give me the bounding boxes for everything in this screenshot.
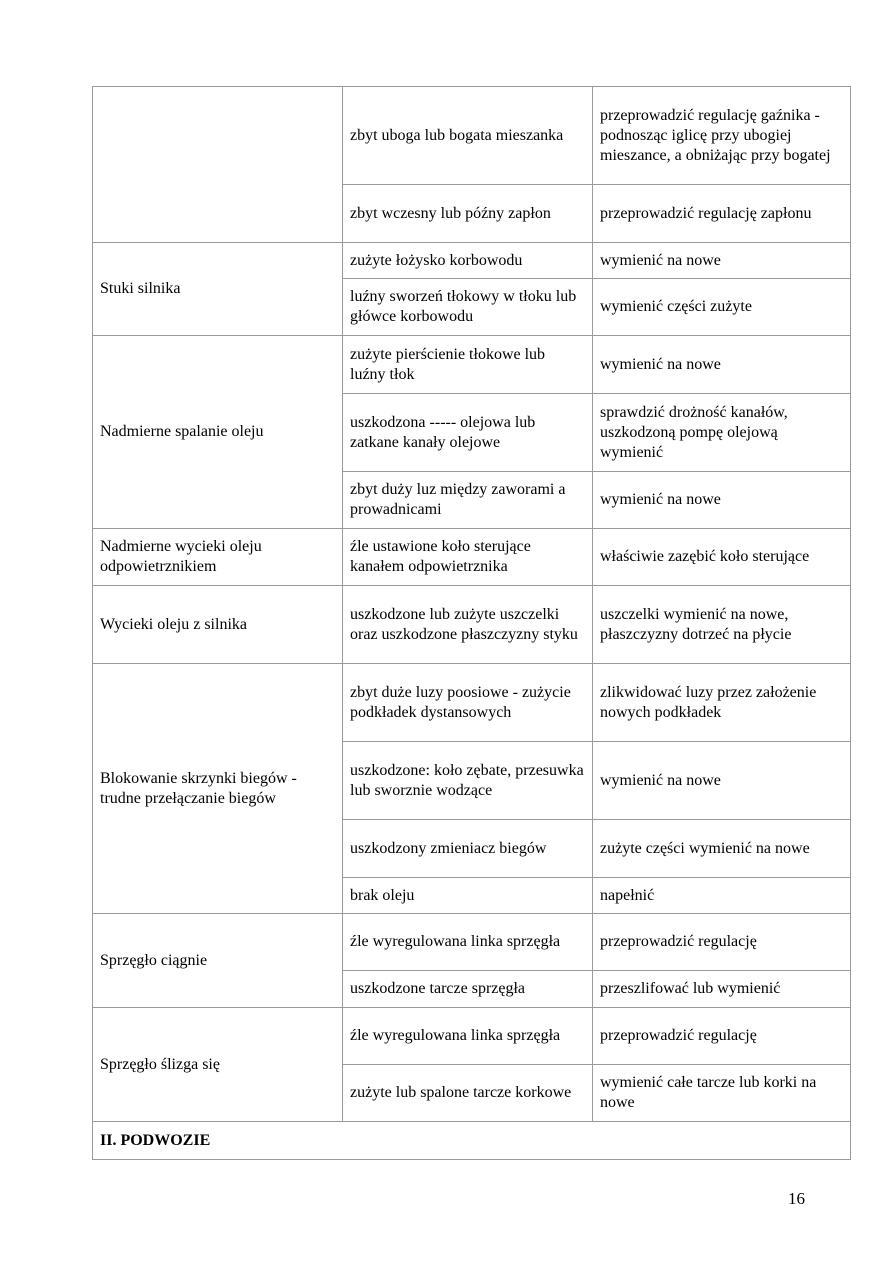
remedy-cell: wymienić na nowe xyxy=(593,472,851,529)
remedy-cell: przeprowadzić regulację gaźnika - podnosząc iglicę przy ubogiej mieszance, a obniżając przy bogatej xyxy=(593,87,851,185)
table-row xyxy=(93,1008,851,1065)
remedy-cell: sprawdzić drożność kanałów, uszkodzoną pompę olejową wymienić xyxy=(593,394,851,472)
cause-cell: uszkodzony zmieniacz biegów xyxy=(343,820,593,878)
problem-cell: Wycieki oleju z silnika xyxy=(93,586,343,664)
remedy-cell: wymienić na nowe xyxy=(593,336,851,394)
table-row xyxy=(93,243,851,279)
table-row xyxy=(93,87,851,185)
remedy-cell: uszczelki wymienić na nowe, płaszczyzny dotrzeć na płycie xyxy=(593,586,851,664)
cause-cell: uszkodzona ----- olejowa lub zatkane kanały olejowe xyxy=(343,394,593,472)
cause-cell: uszkodzone tarcze sprzęgła xyxy=(343,971,593,1008)
cause-cell: zbyt duży luz między zaworami a prowadnicami xyxy=(343,472,593,529)
cause-cell: zużyte łożysko korbowodu xyxy=(343,243,593,279)
cause-cell: zbyt duże luzy poosiowe - zużycie podkładek dystansowych xyxy=(343,664,593,742)
remedy-cell: przeszlifować lub wymienić xyxy=(593,971,851,1008)
problem-cell: Sprzęgło ślizga się xyxy=(93,1008,343,1122)
table-row xyxy=(93,336,851,394)
remedy-cell: wymienić na nowe xyxy=(593,243,851,279)
diagnostics-table-body xyxy=(93,87,851,1160)
cause-cell: brak oleju xyxy=(343,878,593,914)
table-row xyxy=(93,914,851,971)
cause-cell: uszkodzone: koło zębate, przesuwka lub sworznie wodzące xyxy=(343,742,593,820)
remedy-cell: właściwie zazębić koło sterujące xyxy=(593,529,851,586)
remedy-cell: wymienić całe tarcze lub korki na nowe xyxy=(593,1065,851,1122)
cause-cell: zbyt uboga lub bogata mieszanka xyxy=(343,87,593,185)
problem-cell: Stuki silnika xyxy=(93,243,343,336)
problem-cell: Nadmierne spalanie oleju xyxy=(93,336,343,529)
remedy-cell: zużyte części wymienić na nowe xyxy=(593,820,851,878)
problem-cell: Sprzęgło ciągnie xyxy=(93,914,343,1008)
table-row xyxy=(93,664,851,742)
page-number: 16 xyxy=(788,1189,805,1208)
remedy-cell: przeprowadzić regulację xyxy=(593,914,851,971)
remedy-cell: napełnić xyxy=(593,878,851,914)
remedy-cell: wymienić części zużyte xyxy=(593,279,851,336)
problem-cell xyxy=(93,87,343,243)
cause-cell: luźny sworzeń tłokowy w tłoku lub główce korbowodu xyxy=(343,279,593,336)
cause-cell: zużyte lub spalone tarcze korkowe xyxy=(343,1065,593,1122)
cause-cell: zbyt wczesny lub późny zapłon xyxy=(343,185,593,243)
remedy-cell: przeprowadzić regulację xyxy=(593,1008,851,1065)
cause-cell: źle wyregulowana linka sprzęgła xyxy=(343,914,593,971)
cause-cell: zużyte pierścienie tłokowe lub luźny tłok xyxy=(343,336,593,394)
remedy-cell: zlikwidować luzy przez założenie nowych podkładek xyxy=(593,664,851,742)
problem-cell: Nadmierne wycieki oleju odpowietrznikiem xyxy=(93,529,343,586)
section-row xyxy=(93,1122,851,1160)
cause-cell: uszkodzone lub zużyte uszczelki oraz uszkodzone płaszczyzny styku xyxy=(343,586,593,664)
table-row xyxy=(93,529,851,586)
cause-cell: źle wyregulowana linka sprzęgła xyxy=(343,1008,593,1065)
remedy-cell: przeprowadzić regulację zapłonu xyxy=(593,185,851,243)
problem-cell: Blokowanie skrzynki biegów - trudne przełączanie biegów xyxy=(93,664,343,914)
diagnostics-table xyxy=(92,86,851,1160)
table-row xyxy=(93,586,851,664)
remedy-cell: wymienić na nowe xyxy=(593,742,851,820)
cause-cell: źle ustawione koło sterujące kanałem odpowietrznika xyxy=(343,529,593,586)
section-heading: II. PODWOZIE xyxy=(93,1122,851,1160)
